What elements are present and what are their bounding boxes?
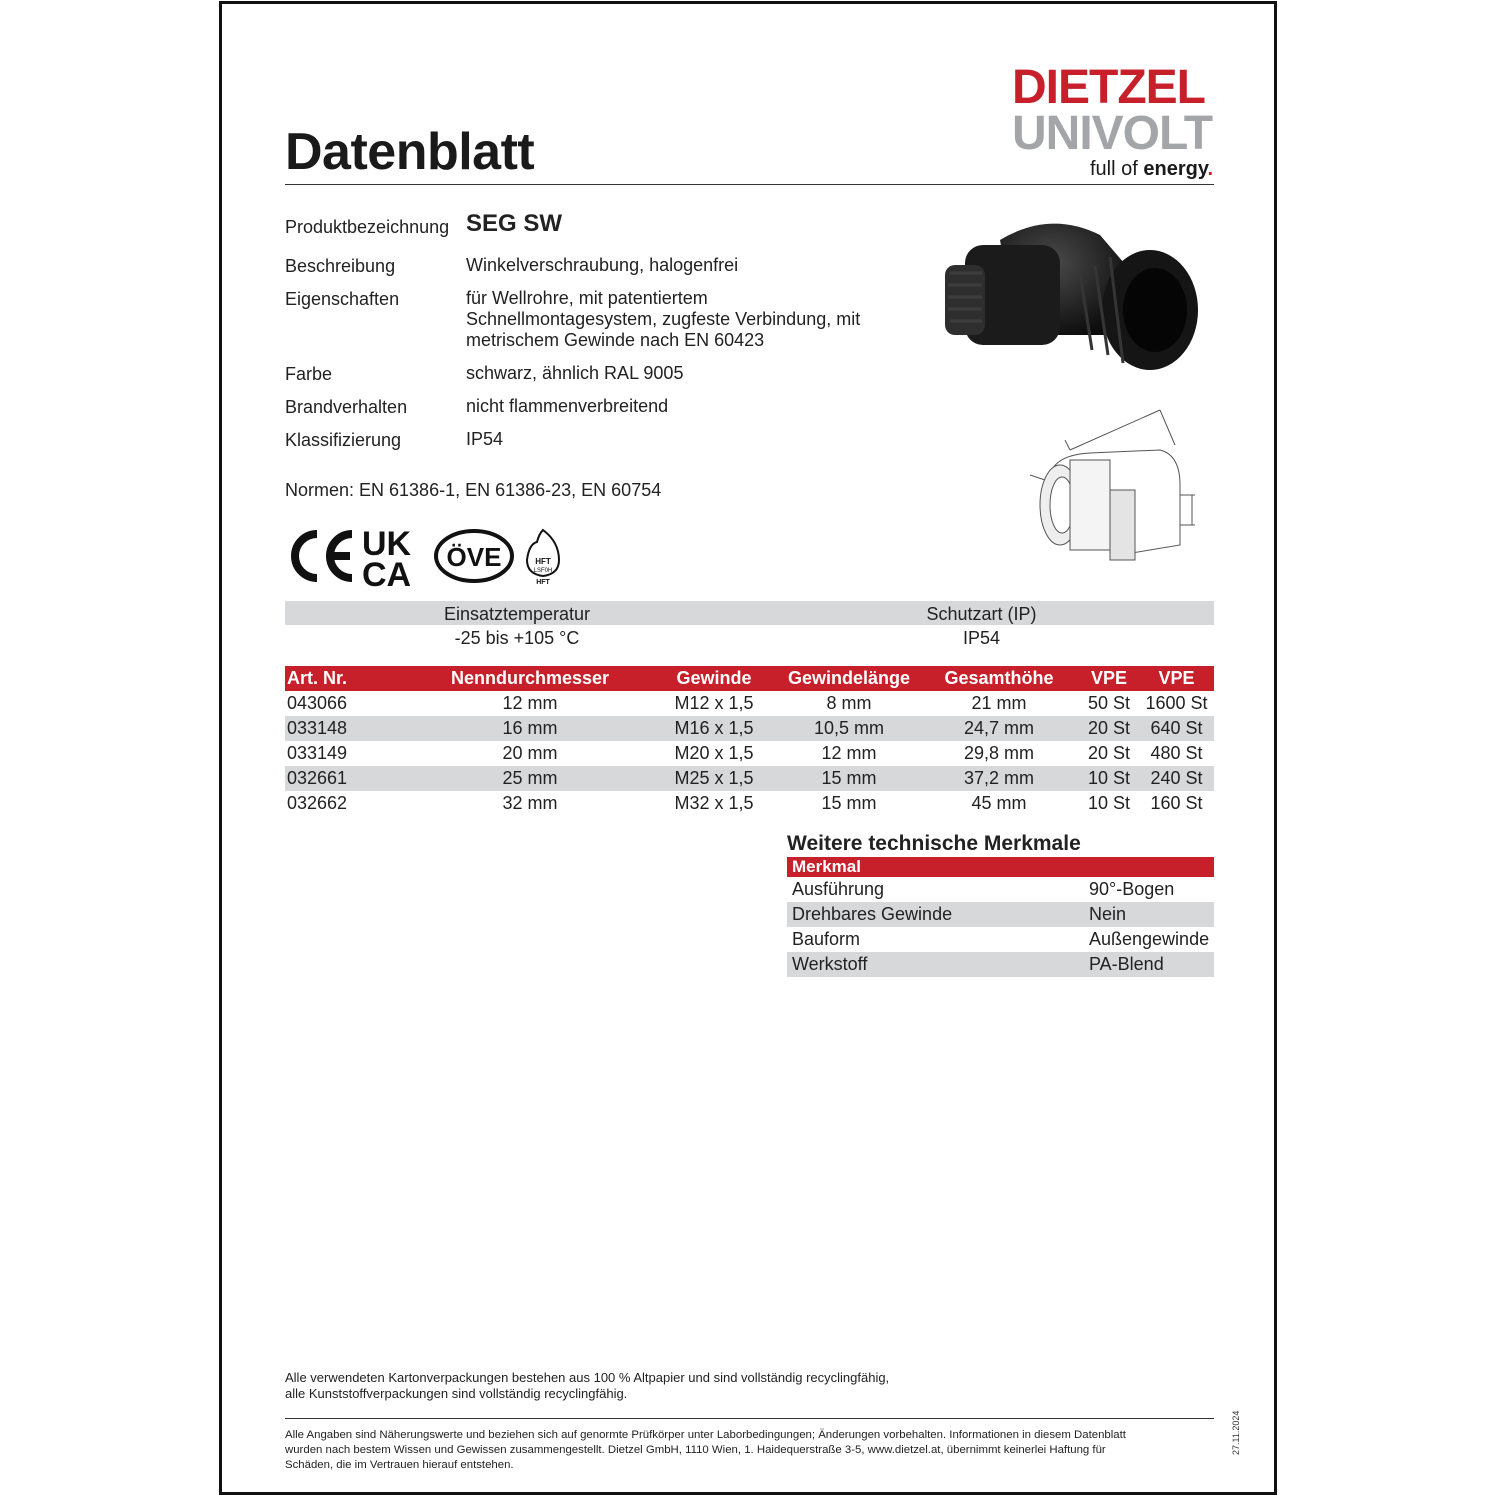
- recycling-note: Alle verwendeten Kartonverpackungen bestehen aus 100 % Altpapier und sind vollständig recyclingfähig, alle Kunststoffverpackungen sind vollständig recyclingfähig.: [285, 1370, 890, 1401]
- ce-mark-icon: [295, 534, 352, 578]
- fire-behavior-value: nicht flammenverbreitend: [466, 396, 669, 416]
- features-header: Merkmal: [787, 857, 1214, 877]
- cell-diameter: 12 mm: [502, 693, 558, 713]
- footer-rule: [285, 1418, 1214, 1419]
- cell-art-nr: 033149: [287, 743, 348, 763]
- product-photo: [930, 215, 1200, 380]
- ukca-mark-top: UK: [362, 525, 412, 563]
- cell-total-height: 24,7 mm: [919, 716, 1079, 741]
- properties-label: Eigenschaften: [285, 289, 400, 309]
- cell-thread: M16 x 1,5: [649, 716, 779, 741]
- feature-row: [787, 902, 1214, 927]
- table-row: [285, 741, 1214, 766]
- feature-row: [787, 877, 1214, 902]
- color-value: schwarz, ähnlich RAL 9005: [466, 363, 684, 383]
- feature-value: PA-Blend: [1084, 952, 1214, 977]
- cell-art-nr: 043066: [287, 693, 348, 713]
- color-label: Farbe: [285, 364, 333, 384]
- logo-tagline: full of energy.: [1090, 158, 1214, 180]
- feature-value: Nein: [1084, 902, 1214, 927]
- page-title: Datenblatt: [285, 123, 535, 181]
- feature-value: 90°-Bogen: [1089, 879, 1175, 899]
- cell-vpe-2: 160 St: [1150, 793, 1203, 813]
- cell-total-height: 45 mm: [971, 793, 1027, 813]
- technical-drawing: [1010, 395, 1210, 585]
- fire-behavior-label: Brandverhalten: [285, 397, 408, 417]
- spec-header-temperature: Einsatztemperatur: [443, 604, 591, 624]
- table-row: [285, 791, 1214, 816]
- product-name-label: Produktbezeichnung: [285, 217, 450, 237]
- feature-name: Drehbares Gewinde: [787, 902, 1084, 927]
- cell-diameter: 20 mm: [502, 743, 558, 763]
- cell-vpe-2: 480 St: [1150, 743, 1203, 763]
- properties-value: für Wellrohre, mit patentiertem Schnellmontagesystem, zugfeste Verbindung, mit metrischem Gewinde nach EN 60423: [466, 288, 861, 350]
- cell-vpe-2: 1600 St: [1145, 693, 1208, 713]
- product-name: SEG SW: [466, 210, 563, 237]
- header-rule: [285, 184, 1214, 185]
- cell-art-nr: 033148: [285, 716, 411, 741]
- col-header-art-nr: Art. Nr.: [285, 666, 411, 691]
- cell-total-height: 37,2 mm: [919, 766, 1079, 791]
- col-header-thread-length: Gewindelänge: [779, 666, 919, 691]
- cell-thread-length: 8 mm: [826, 693, 872, 713]
- cell-art-nr: 032661: [285, 766, 411, 791]
- features-title: Weitere technische Merkmale: [787, 832, 1081, 855]
- cell-thread: M12 x 1,5: [674, 693, 754, 713]
- table-row: [285, 691, 1214, 716]
- col-header-diameter: Nenndurchmesser: [411, 666, 649, 691]
- article-table: [285, 666, 1214, 816]
- cell-vpe-1: 20 St: [1079, 716, 1139, 741]
- feature-name: Werkstoff: [787, 952, 1084, 977]
- ukca-mark-bottom: CA: [362, 556, 412, 590]
- spec-header-protection: Schutzart (IP): [926, 604, 1037, 624]
- spec-value-temperature: -25 bis +105 °C: [454, 628, 580, 648]
- cell-thread: M20 x 1,5: [674, 743, 754, 763]
- norms: Normen: EN 61386-1, EN 61386-23, EN 60754: [285, 480, 662, 500]
- cell-vpe-2: 240 St: [1139, 766, 1214, 791]
- feature-value: Außengewinde: [1089, 929, 1210, 949]
- features-header-row: [787, 857, 1214, 877]
- cell-thread: M32 x 1,5: [674, 793, 754, 813]
- feature-name: Bauform: [792, 929, 861, 949]
- cell-diameter: 25 mm: [411, 766, 649, 791]
- col-header-vpe-1: VPE: [1079, 666, 1139, 691]
- description-value: Winkelverschraubung, halogenfrei: [466, 255, 739, 275]
- cell-art-nr: 032662: [287, 793, 348, 813]
- col-header-total-height: Gesamthöhe: [919, 666, 1079, 691]
- table-row: [285, 766, 1214, 791]
- feature-row: [787, 952, 1214, 977]
- description-label: Beschreibung: [285, 256, 396, 276]
- cell-vpe-1: 10 St: [1087, 793, 1131, 813]
- table-row: [285, 716, 1214, 741]
- spec-value-protection: IP54: [962, 628, 1001, 648]
- col-header-thread: Gewinde: [649, 666, 779, 691]
- document-date: 27.11.2024: [1231, 1410, 1241, 1455]
- cell-thread-length: 15 mm: [779, 766, 919, 791]
- feature-name: Ausführung: [792, 879, 885, 899]
- cell-diameter: 32 mm: [502, 793, 558, 813]
- cell-vpe-1: 10 St: [1079, 766, 1139, 791]
- cell-vpe-2: 640 St: [1139, 716, 1214, 741]
- table-header-row: [285, 666, 1214, 691]
- classification-label: Klassifizierung: [285, 430, 402, 450]
- logo-univolt: UNIVOLT: [1012, 107, 1213, 160]
- cell-thread-length: 10,5 mm: [779, 716, 919, 741]
- cell-diameter: 16 mm: [411, 716, 649, 741]
- logo-dietzel: DIETZEL: [1012, 61, 1205, 114]
- cell-thread: M25 x 1,5: [649, 766, 779, 791]
- col-header-vpe-2: VPE: [1139, 666, 1214, 691]
- cell-thread-length: 12 mm: [821, 743, 877, 763]
- hft-label: HFT: [535, 557, 551, 566]
- classification-value: IP54: [466, 429, 504, 449]
- cell-total-height: 29,8 mm: [963, 743, 1035, 763]
- certification-marks: [284, 522, 574, 590]
- cell-vpe-1: 50 St: [1087, 693, 1131, 713]
- features-table: [787, 857, 1214, 977]
- lsf0h-label: LSF0H: [533, 568, 553, 574]
- disclaimer: Alle Angaben sind Näherungswerte und beziehen sich auf genormte Prüfkörper unter Laborbedingungen; Änderungen vorbehalten. Informationen in diesem Datenblatt wurden nach bestem Wissen und Gewissen zusammengestellt. Dietzel GmbH, 1110 Wien, 1. Haidequerstraße 3-5, www.dietzel.at, übernimmt keinerlei Haftung für Schäden, die im Vertrauen hierauf entstehen.: [285, 1429, 1126, 1471]
- feature-row: [787, 927, 1214, 952]
- hft-sublabel: HFT: [536, 579, 550, 586]
- cell-vpe-1: 20 St: [1087, 743, 1131, 763]
- cell-total-height: 21 mm: [971, 693, 1027, 713]
- cell-thread-length: 15 mm: [821, 793, 877, 813]
- ove-mark-text: ÖVE: [446, 542, 502, 572]
